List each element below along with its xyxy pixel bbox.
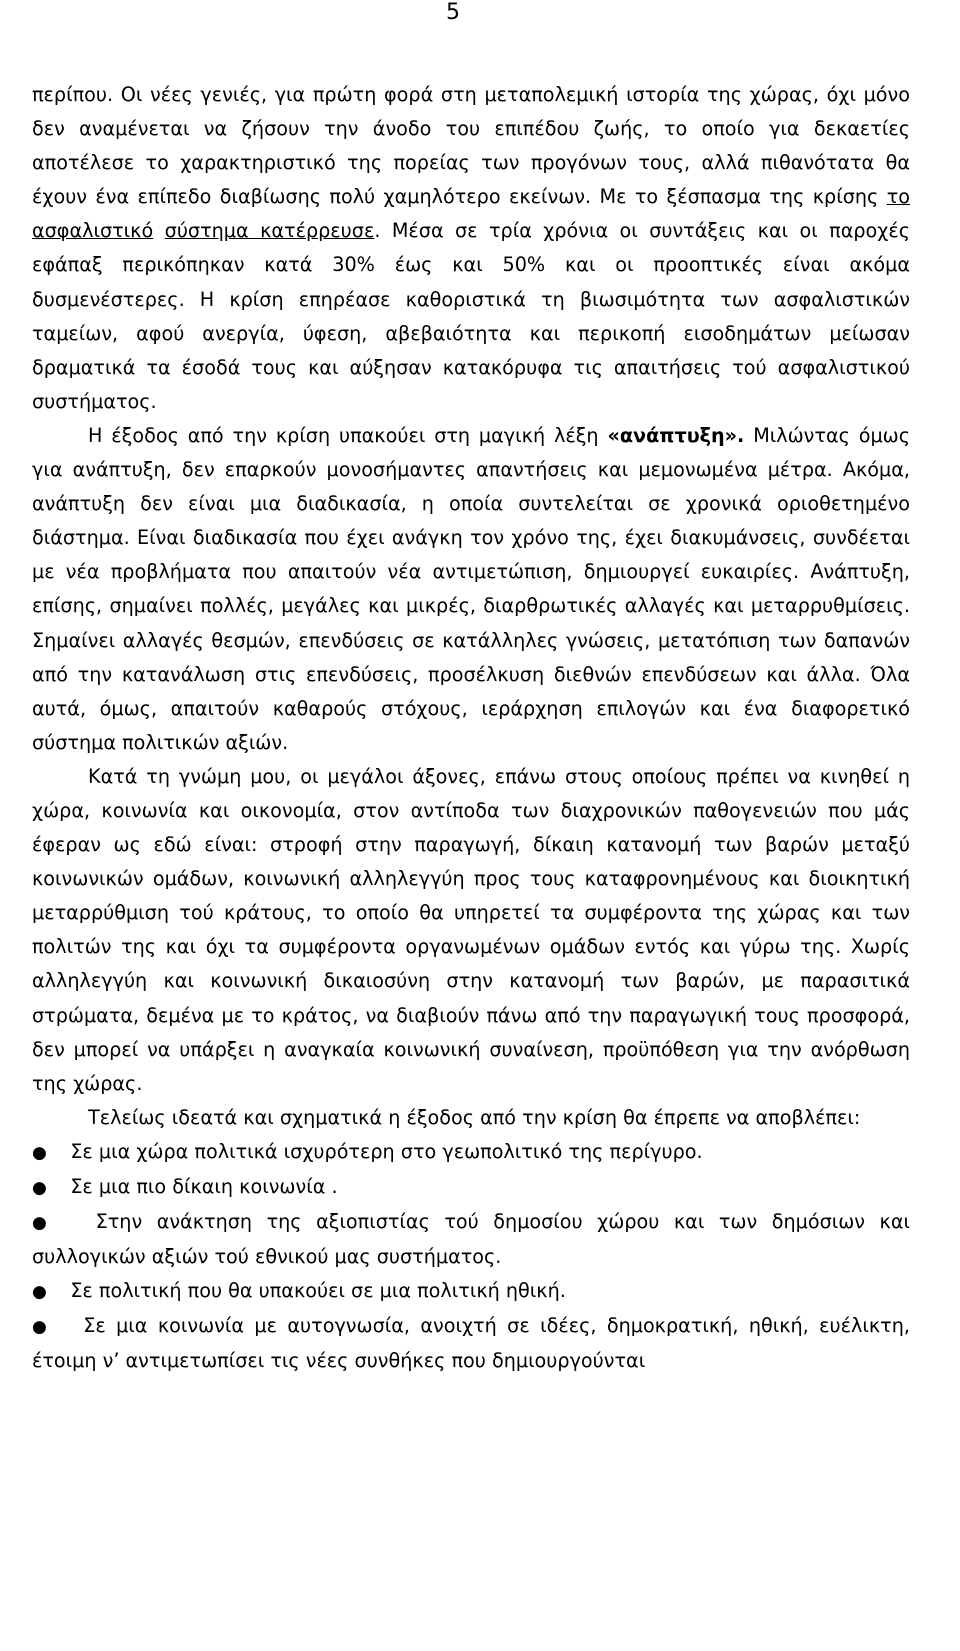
bullet-text: Σε μια κοινωνία με αυτογνωσία, ανοιχτή σε ιδέες, δημοκρατική, ηθική, ευέλικτη, έτοιμη ν’ αντιμετωπίσει τις νέες συνθήκες που δημιουργούνται: [32, 1314, 910, 1373]
bullet-icon: ●: [32, 1178, 47, 1198]
bullet-icon: ●: [32, 1142, 47, 1163]
paragraph-1-text-b: . Μέσα σε τρία χρόνια οι συντάξεις και οι παροχές εφάπαξ περικόπηκαν κατά 30% έως και 50% και οι προοπτικές είναι ακόμα δυσμενέστερες. Η κρίση επηρέασε καθοριστικά τη βιωσιμότητα των ασφαλιστικών ταμείων, αφού ανεργία, ύφεση, αβεβαιότητα και περικοπή εισοδημάτων μείωσαν δραματικά τα έσοδά τους και αύξησαν κατακόρυφα τις απαιτήσεις τού ασφαλιστικού συστήματος.: [32, 219, 911, 413]
page-number: 5: [446, 0, 460, 25]
bullet-icon: ●: [32, 1282, 47, 1303]
bullet-item: [32, 1205, 910, 1274]
bold-keyword: «ανάπτυξη».: [607, 423, 745, 447]
paragraph-2: [32, 419, 910, 760]
bullet-icon: ●: [32, 1317, 47, 1338]
bullet-list: [32, 1135, 910, 1379]
bullet-icon: ●: [32, 1213, 47, 1234]
document-body: [32, 78, 910, 1379]
paragraph-1: [32, 78, 910, 419]
bullet-item: [32, 1135, 910, 1170]
bullet-text: Σε πολιτική που θα υπακούει σε μια πολιτική ηθική.: [70, 1279, 566, 1303]
paragraph-2-text-b: Μιλώντας όμως για ανάπτυξη, δεν επαρκούν μονοσήμαντες απαντήσεις και μεμονωμένα μέτρα. Ακόμα, ανάπτυξη δεν είναι μια διαδικασία, η οποία συντελείται σε χρονικά οριοθετημένο διάστημα. Είναι διαδικασία που έχει ανάγκη τον χρόνο της, έχει διακυμάνσεις, συνδέεται με νέα προβλήματα που απαιτούν νέα αντιμετώπιση, δημιουργεί ευκαιρίες. Ανάπτυξη, επίσης, σημαίνει πολλές, μεγάλες και μικρές, διαρθρωτικές αλλαγές και μεταρρυθμίσεις. Σημαίνει αλλαγές θεσμών, επενδύσεις σε κατάλληλες γνώσεις, μετατόπιση των δαπανών από την κατανάλωση στις επενδύσεις, προσέλκυση διεθνών επενδύσεων και άλλα. Όλα αυτά, όμως, απαιτούν καθαρούς στόχους, ιεράρχηση επιλογών και ένα διαφορετικό σύστημα πολιτικών αξιών.: [32, 423, 910, 754]
bullet-item: [32, 1309, 910, 1378]
paragraph-4: Τελείως ιδεατά και σχηματικά η έξοδος από την κρίση θα έπρεπε να αποβλέπει:: [88, 1105, 861, 1129]
paragraph-3: Κατά τη γνώμη μου, οι μεγάλοι άξονες, επάνω στους οποίους πρέπει να κινηθεί η χώρα, κοινωνία και οικονομία, στον αντίποδα των διαχρονικών παθογενειών που μάς έφεραν ως εδώ είναι: στροφή στην παραγωγή, δίκαιη κατανομή των βαρών μεταξύ κοινωνικών ομάδων, κοινωνική αλληλεγγύη προς τους καταφρονημένους και διοικητική μεταρρύθμιση τού κράτους, το οποίο θα υπηρετεί τα συμφέροντα της χώρας και των πολιτών της και όχι τα συμφέροντα οργανωμένων ομάδων εντός και γύρω της. Χωρίς αλληλεγγύη και κοινωνική δικαιοσύνη στην κατανομή των βαρών, με παρασιτικά στρώματα, δεμένα με το κράτος, να διαβιούν πάνω από την παραγωγική τους προσφορά, δεν μπορεί να υπάρξει η αναγκαία κοινωνική συναίνεση, προϋπόθεση για την ανόρθωση της χώρας.: [32, 764, 910, 1095]
bullet-text: Στην ανάκτηση της αξιοπιστίας τού δημοσίου χώρου και των δημόσιων και συλλογικών αξιών τού εθνικού μας συστήματος.: [32, 1210, 910, 1269]
bullet-item: [32, 1274, 910, 1309]
underlined-text-1: το ασφαλιστικό: [32, 185, 910, 243]
paragraph-2-text-a: Η έξοδος από την κρίση υπακούει στη μαγική λέξη: [88, 423, 608, 447]
bullet-text: Σε μια πιο δίκαιη κοινωνία .: [70, 1175, 338, 1198]
paragraph-1-space: [153, 219, 164, 242]
underlined-text-2: σύστημα κατέρρευσε: [164, 219, 375, 243]
bullet-item: [32, 1170, 910, 1205]
paragraph-1-text-a: περίπου. Οι νέες γενιές, για πρώτη φορά στη μεταπολεμική ιστορία της χώρας, όχι μόνο δεν αναμένεται να ζήσουν την άνοδο του επιπέδου ζωής, το οποίο για δεκαετίες αποτέλεσε το χαρακτηριστικό της πορείας των προγόνων τους, αλλά πιθανότατα θα έχουν ένα επίπεδο διαβίωσης πολύ χαμηλότερο εκείνων. Με το ξέσπασμα της κρίσης: [32, 83, 910, 209]
bullet-text: Σε μια χώρα πολιτικά ισχυρότερη στο γεωπολιτικό της περίγυρο.: [70, 1139, 703, 1163]
